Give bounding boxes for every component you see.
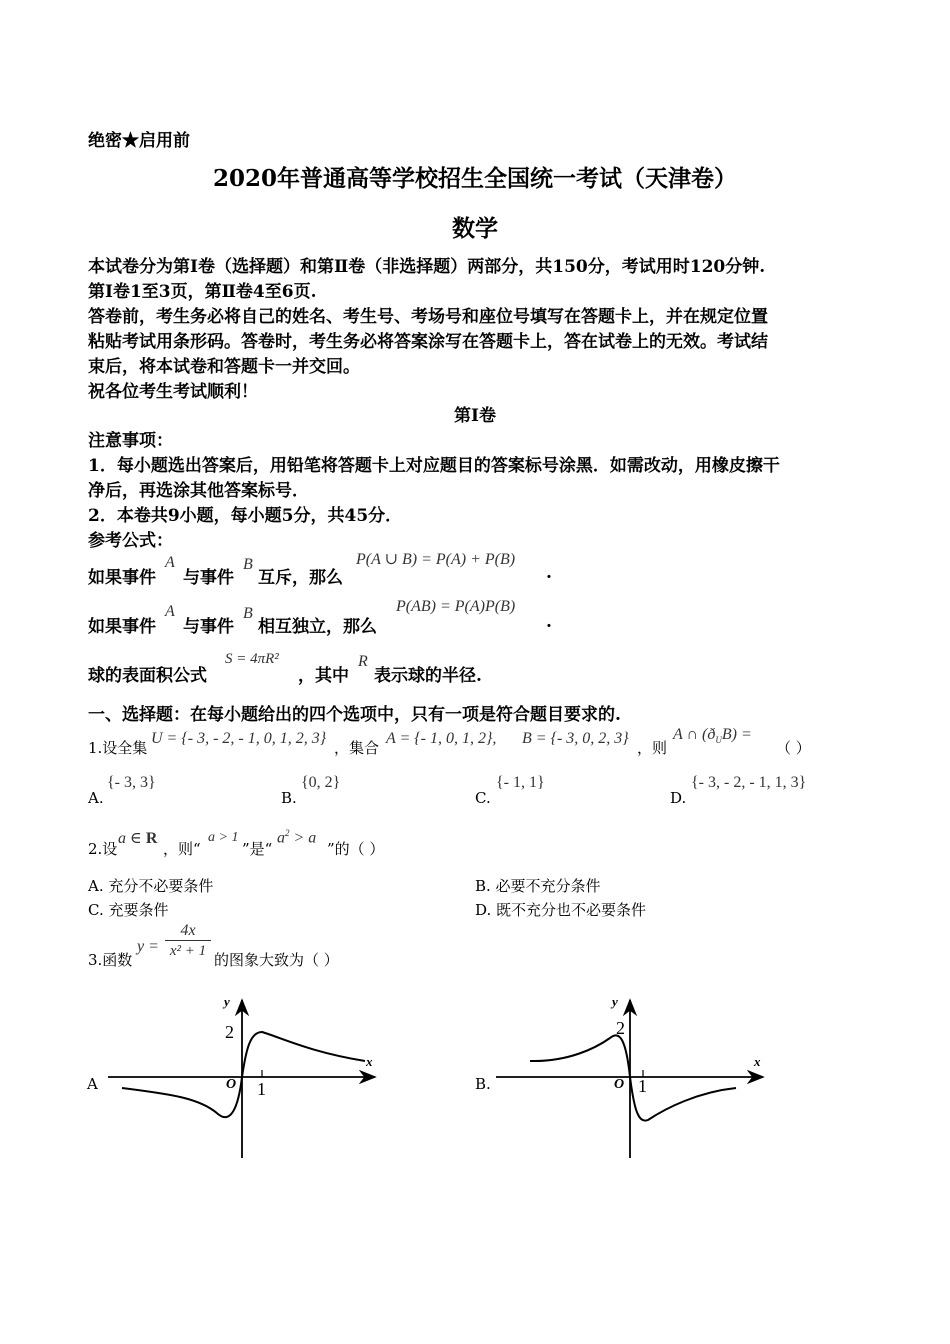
formula-2-event-a: A (165, 603, 175, 620)
intro-line-5: 束后，将本试卷和答题卡一并交回。 (88, 357, 360, 377)
q3-fraction (165, 922, 211, 961)
formula-1-mid: 与事件 (183, 568, 234, 588)
formula-2-end: . (546, 612, 552, 632)
q1-prefix: 1.设全集 (88, 739, 148, 757)
q3-graph-b[interactable] (488, 990, 778, 1165)
formula-3-prefix: 球的表面积公式 (88, 666, 207, 686)
formula-3-expression: S = 4πR² (225, 651, 279, 667)
y-axis-label: y (224, 994, 230, 1009)
intro-line-2: 第Ⅰ卷1至3页，第Ⅱ卷4至6页. (88, 282, 317, 302)
formula-1-expression: P(A ∪ B) = P(A) + P(B) (356, 551, 516, 568)
q1-option-c-label[interactable]: C. (475, 789, 491, 807)
formula-1-prefix: 如果事件 (88, 568, 156, 588)
notice-1a: 1．每小题选出答案后，用铅笔将答题卡上对应题目的答案标号涂黑．如需改动，用橡皮擦干 (88, 456, 780, 476)
y-tick-label: 2 (616, 1018, 625, 1038)
notice-2: 2．本卷共9小题，每小题5分，共45分． (88, 506, 403, 526)
intro-line-1: 本试卷分为第Ⅰ卷（选择题）和第Ⅱ卷（非选择题）两部分，共150分，考试用时120分钟. (88, 257, 766, 277)
formula-1-suffix: 互斥，那么 (258, 568, 343, 588)
section-heading: 第I卷 (454, 406, 496, 426)
q1-option-b-label[interactable]: B. (281, 789, 297, 807)
x-tick-label: 1 (257, 1079, 266, 1099)
q3-graph-a-label[interactable]: A (87, 1075, 98, 1093)
x-axis-label: x (754, 1054, 761, 1069)
origin-label: O (226, 1077, 237, 1092)
intro-line-6: 祝各位考生考试顺利！ (88, 382, 258, 402)
q2-option-c[interactable]: C. 充要条件 (88, 901, 169, 919)
formula-2-prefix: 如果事件 (88, 617, 156, 637)
formula-1-event-a: A (165, 554, 175, 571)
y-tick-label: 2 (225, 1022, 234, 1042)
q1-option-c-value: {- 1, 1} (496, 774, 545, 791)
q3-graph-b-label[interactable]: B. (475, 1075, 491, 1093)
q1-set-a: A = {- 1, 0, 1, 2}, (386, 730, 497, 747)
secret-label: 绝密★启用前 (88, 131, 190, 151)
q2-option-a[interactable]: A. 充分不必要条件 (88, 877, 214, 895)
intro-line-4: 粘贴考试用条形码。答卷时，考生务必将答案涂写在答题卡上，答在试卷上的无效。考试结 (88, 332, 768, 352)
y-axis-label: y (612, 994, 618, 1009)
formula-3-mid: ，其中 (298, 666, 349, 686)
part-1-heading: 一、选择题：在每小题给出的四个选项中，只有一项是符合题目要求的. (88, 705, 621, 725)
notice-title: 注意事项： (88, 431, 173, 451)
q2-option-b[interactable]: B. 必要不充分条件 (475, 877, 601, 895)
q3-denominator: x² + 1 (169, 943, 207, 959)
x-tick-label: 1 (638, 1076, 647, 1096)
formula-1-end: . (546, 563, 552, 583)
q3-prefix: 3.函数 (88, 951, 133, 969)
q2-statement-q: $a^2 > a$ (277, 828, 317, 847)
formula-1-event-b: B (243, 556, 253, 573)
formula-3-radius: R (358, 653, 368, 670)
q2-statement-p: a > 1 (208, 830, 239, 845)
formula-title: 参考公式： (88, 531, 173, 551)
q3-graph-a[interactable] (100, 990, 390, 1165)
q1-universal-set: U = {- 3, - 2, - 1, 0, 1, 2, 3} (151, 730, 327, 747)
formula-2-suffix: 相互独立，那么 (258, 617, 377, 637)
q1-option-a-value: {- 3, 3} (107, 774, 156, 791)
x-axis-label: x (366, 1054, 373, 1069)
q2-condition: a ∈ R (118, 830, 158, 847)
q1-answer-paren: （ ） (776, 739, 811, 757)
formula-2-event-b: B (243, 605, 253, 622)
formula-2-mid: 与事件 (183, 617, 234, 637)
q3-numerator: 4x (165, 922, 211, 941)
q2-mid-1: ，则“ (163, 840, 201, 858)
exam-title: 2020年普通高等学校招生全国统一考试（天津卷） (212, 165, 737, 192)
q1-set-b: B = {- 3, 0, 2, 3} (522, 730, 629, 747)
q2-suffix: ”的（ ） (327, 840, 385, 858)
notice-1b: 净后，再选涂其他答案标号． (88, 481, 309, 501)
q1-option-b-value: {0, 2} (301, 774, 341, 791)
q3-y-equals: y = (137, 938, 159, 955)
q1-mid-1: ，集合 (334, 739, 380, 757)
intro-line-3: 答卷前，考生务必将自己的姓名、考生号、考场号和座位号填写在答题卡上，并在规定位置 (88, 307, 768, 327)
q1-option-a-label[interactable]: A. (88, 789, 104, 807)
q2-option-d[interactable]: D. 既不充分也不必要条件 (475, 901, 647, 919)
formula-3-suffix: 表示球的半径. (374, 666, 482, 686)
q2-prefix: 2.设 (88, 840, 118, 858)
function-curve-a (122, 1032, 365, 1117)
q1-expression: A ∩ $(ð_UB)$ = (673, 726, 752, 746)
q2-mid-2: ”是“ (242, 840, 273, 858)
q3-suffix: 的图象大致为（ ） (214, 951, 339, 969)
function-curve-b (530, 1035, 736, 1120)
q1-mid-2: ，则 (637, 739, 668, 757)
q1-option-d-label[interactable]: D. (670, 789, 687, 807)
formula-2-expression: P(AB) = P(A)P(B) (396, 598, 516, 615)
subject-title: 数学 (452, 215, 498, 242)
q1-option-d-value: {- 3, - 2, - 1, 1, 3} (691, 774, 807, 791)
origin-label: O (614, 1077, 625, 1092)
